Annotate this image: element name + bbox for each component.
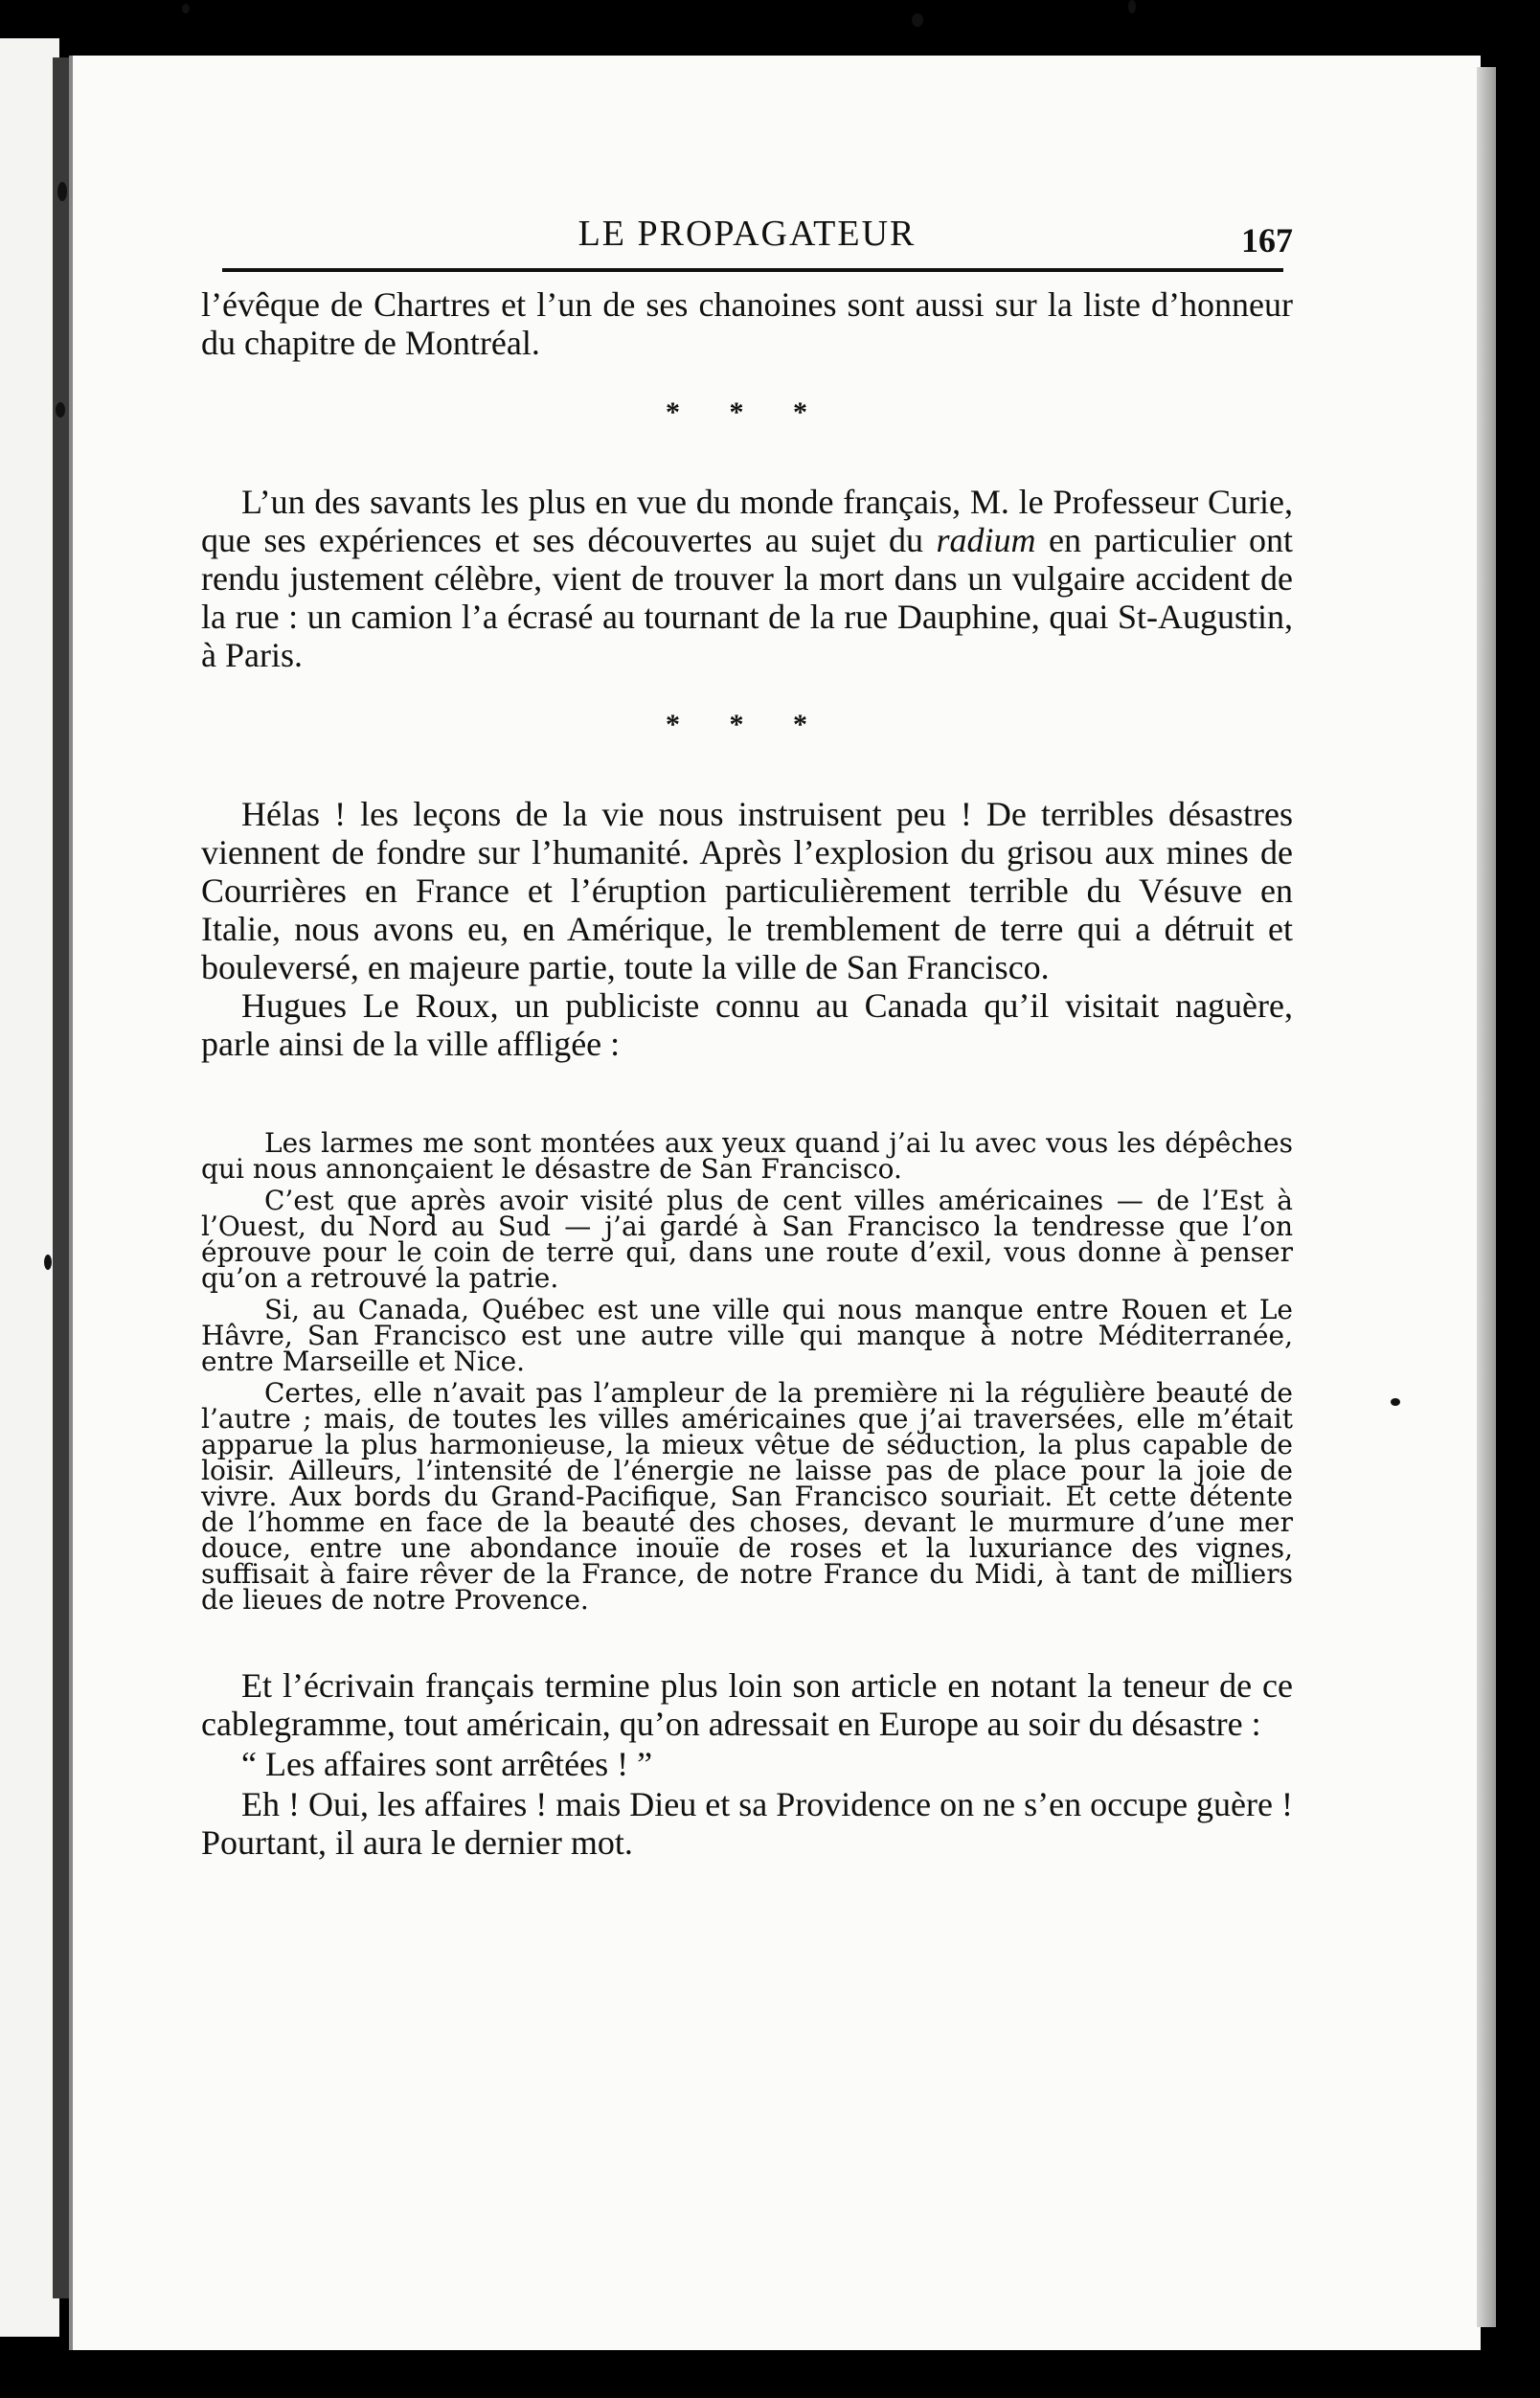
page-content bbox=[201, 192, 1293, 1864]
scan-speck bbox=[57, 182, 67, 201]
paragraph-cablegram: Et l’écrivain français termine plus loin son article en notant la teneur de ce cablegramme, tout américain, qu’on adressait en Europe au soir du désastre : bbox=[201, 1666, 1293, 1743]
scan-speck bbox=[56, 402, 65, 418]
scan-speck bbox=[182, 4, 190, 13]
closing-section bbox=[201, 1666, 1293, 1862]
scan-speck bbox=[44, 1255, 52, 1270]
paragraph-le-roux: Hugues Le Roux, un publiciste connu au Canada qu’il visitait naguère, parle ainsi de la ville affligée : bbox=[201, 986, 1293, 1063]
page-header bbox=[201, 192, 1293, 268]
paragraph-curie-italic: radium bbox=[936, 521, 1036, 559]
paragraph-curie-text-2: en particulier ont rendu justement célèbre, vient de trouver la mort dans un vulgaire accident de la rue : un camion l’a écrasé au tournant de la rue Dauphine, quai St-Augustin, à Paris. bbox=[201, 521, 1294, 674]
facing-page-edge bbox=[0, 38, 59, 2337]
scan-speck bbox=[1391, 1398, 1400, 1406]
paragraph-continuation: l’évêque de Chartres et l’un de ses chanoines sont aussi sur la liste d’honneur du chapitre de Montréal. bbox=[201, 285, 1293, 362]
running-title: LE PROPAGATEUR bbox=[578, 214, 917, 254]
paragraph-disasters: Hélas ! les leçons de la vie nous instruisent peu ! De terribles désastres viennent de fondre sur l’humanité. Après l’explosion du grisou aux mines de Courrières en France et l’éruption particulièrement terrible du Vésuve en Italie, nous avons eu, en Amérique, le tremblement de terre qui a détruit et bouleversé, en majeure partie, toute la ville de San Francisco. bbox=[201, 795, 1293, 986]
scan-speck bbox=[1128, 0, 1136, 13]
paragraph-curie bbox=[201, 483, 1293, 674]
paragraph-curie-text-1: L’un des savants les plus en vue du monde français, M. le Professeur Curie, que ses expériences et ses découvertes au sujet du bbox=[201, 483, 1293, 559]
paragraph-conclusion: Eh ! Oui, les affaires ! mais Dieu et sa Providence on ne s’en occupe guère ! Pourtant, il aura le dernier mot. bbox=[201, 1785, 1293, 1862]
section-separator: * * * bbox=[666, 709, 828, 740]
page-number: 167 bbox=[1241, 221, 1293, 260]
paragraph-quote-line: “ Les affaires sont arrêtées ! ” bbox=[241, 1745, 653, 1783]
quote-paragraph: Certes, elle n’avait pas l’ampleur de la première ni la régulière beauté de l’autre ; mais, de toutes les villes américaines que j’ai traversées, elle m’était apparue la plus harmonieuse, la mieux vêtue de séduction, la plus capable de loisir. Ailleurs, l’intensité de l’énergie ne laisse pas de place pour la joie de vivre. Aux bords du Grand-Pacifique, San Francisco souriait. Et cette détente de l’homme en face de la beauté des choses, devant le murmure d’une mer douce, entre une abondance inouïe de roses et la luxuriance des vignes, suffisait à faire rêver de la France, de notre France du Midi, à tant de milliers de lieues de notre Provence. bbox=[201, 1377, 1293, 1616]
quotation-block bbox=[201, 1127, 1293, 1616]
quote-paragraph: Si, au Canada, Québec est une ville qui nous manque entre Rouen et Le Hâvre, San Francisco est une autre ville qui manque à notre Méditerranée, entre Marseille et Nice. bbox=[201, 1294, 1293, 1377]
scan-speck bbox=[912, 13, 923, 27]
section-separator: * * * bbox=[666, 396, 828, 428]
page-edge bbox=[1477, 67, 1496, 2327]
header-rule bbox=[222, 268, 1283, 272]
quote-paragraph: C’est que après avoir visité plus de cent villes américaines — de l’Est à l’Ouest, du Nord au Sud — j’ai gardé à San Francisco la tendresse que l’on éprouve pour le coin de terre qui, dans une route d’exil, vous donne à penser qu’on a retrouvé la patrie. bbox=[201, 1185, 1293, 1294]
binding-shadow bbox=[53, 57, 70, 2298]
quote-paragraph: Les larmes me sont montées aux yeux quand j’ai lu avec vous les dépêches qui nous annonçaient le désastre de San Francisco. bbox=[201, 1127, 1293, 1185]
